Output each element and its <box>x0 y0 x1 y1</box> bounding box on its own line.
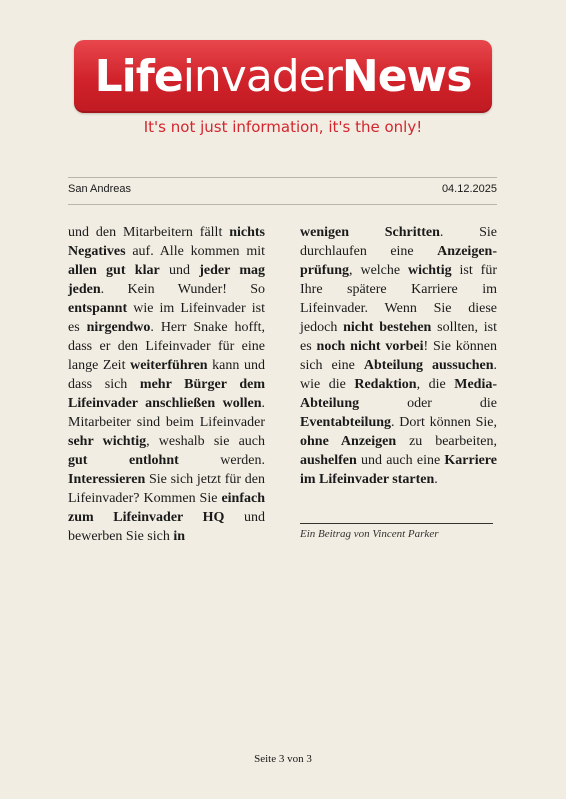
author-signature: Ein Beitrag von Vincent Parker <box>300 528 439 540</box>
bold-text-run: wenigen Schritten <box>300 225 440 240</box>
text-run: kann und dass sich <box>68 358 265 392</box>
page-number: Seite 3 von 3 <box>254 753 312 765</box>
text-run: ! Sie können sich eine <box>300 339 497 373</box>
bold-text-run: allen gut klar <box>68 263 160 278</box>
header-bottom-rule <box>68 204 497 205</box>
header-top-rule <box>68 177 497 178</box>
logo-text-news: News <box>341 51 472 102</box>
text-run: wie im Lifeinvader ist es <box>68 301 265 335</box>
text-run: . Dort können Sie, <box>391 415 497 430</box>
bold-text-run: ohne Anzeigen <box>300 434 397 449</box>
text-run: , welche <box>349 263 409 278</box>
text-run: , die <box>416 377 455 392</box>
text-run: zu bearbeiten, <box>396 434 498 449</box>
bold-text-run: entspannt <box>68 301 128 316</box>
text-run: oder die <box>359 396 497 411</box>
bold-text-run: mehr Bürger dem Lifeinvader anschließen wollen <box>68 377 265 411</box>
article-column-left <box>68 223 265 546</box>
text-run: werden. <box>178 453 265 468</box>
text-run: und <box>159 263 200 278</box>
bold-text-run: Eventabteilung <box>300 415 392 430</box>
slogan: It's not just information, it's the only! <box>143 118 423 136</box>
date: 04.12.2025 <box>441 183 497 195</box>
text-run: . wie die <box>300 358 497 392</box>
text-run: . Sie durchlaufen eine <box>300 225 498 259</box>
bold-text-run: Anzeigen-prüfung <box>300 244 497 278</box>
bold-text-run: jeder mag jeden <box>68 263 266 297</box>
text-run: . <box>434 472 438 487</box>
bold-text-run: Media-Abteilung <box>300 377 497 411</box>
article-paragraph-right <box>300 223 497 489</box>
text-run: ist für Ihre spätere Karriere im Lifeinvader. Wenn Sie diese jedoch <box>300 263 497 335</box>
article-paragraph-left <box>68 223 265 546</box>
bold-text-run: in <box>173 529 186 544</box>
bold-text-run: Redaktion <box>354 377 417 392</box>
text-run: und auch eine <box>356 453 445 468</box>
text-run: . Herr Snake hofft, dass er den Lifeinvader für eine lange Zeit <box>68 320 265 373</box>
dateline <box>68 183 497 195</box>
bold-text-run: aushelfen <box>300 453 357 468</box>
text-run: auf. Alle kommen mit <box>125 244 265 259</box>
bold-text-run: nirgendwo <box>86 320 151 335</box>
bold-text-run: sehr wichtig <box>68 434 147 449</box>
location: San Andreas <box>68 183 131 195</box>
text-run: . Mitarbeiter sind beim Lifeinvader <box>68 396 265 430</box>
text-run: Sie sich jetzt für den Lifeinvader? Kommen Sie <box>68 472 265 506</box>
bold-text-run: gut entlohnt <box>68 453 179 468</box>
text-run: , weshalb sie auch <box>146 434 265 449</box>
bold-text-run: nichts Negatives <box>68 225 265 259</box>
text-run: . Kein Wunder! So <box>100 282 265 297</box>
bold-text-run: nicht bestehen <box>343 320 432 335</box>
logo-text-invader: invader <box>182 51 342 102</box>
bold-text-run: weiterführen <box>130 358 208 373</box>
text-run: und den Mitarbeitern fällt <box>68 225 230 240</box>
bold-text-run: Abteilung aussuchen <box>363 358 494 373</box>
bold-text-run: einfach zum Lifeinvader HQ <box>68 491 265 525</box>
article-column-right <box>300 223 497 489</box>
text-run: sollten, ist es <box>300 320 497 354</box>
logo-text-life: Life <box>94 51 183 102</box>
lifeinvader-news-logo <box>74 40 492 113</box>
bold-text-run: Interessieren <box>68 472 146 487</box>
bold-text-run: noch nicht vorbei <box>316 339 424 354</box>
bold-text-run: Karriere im Lifeinvader starten <box>300 453 497 487</box>
signature-rule <box>300 523 493 524</box>
bold-text-run: wichtig <box>408 263 452 278</box>
text-run: und bewerben Sie sich <box>68 510 265 544</box>
